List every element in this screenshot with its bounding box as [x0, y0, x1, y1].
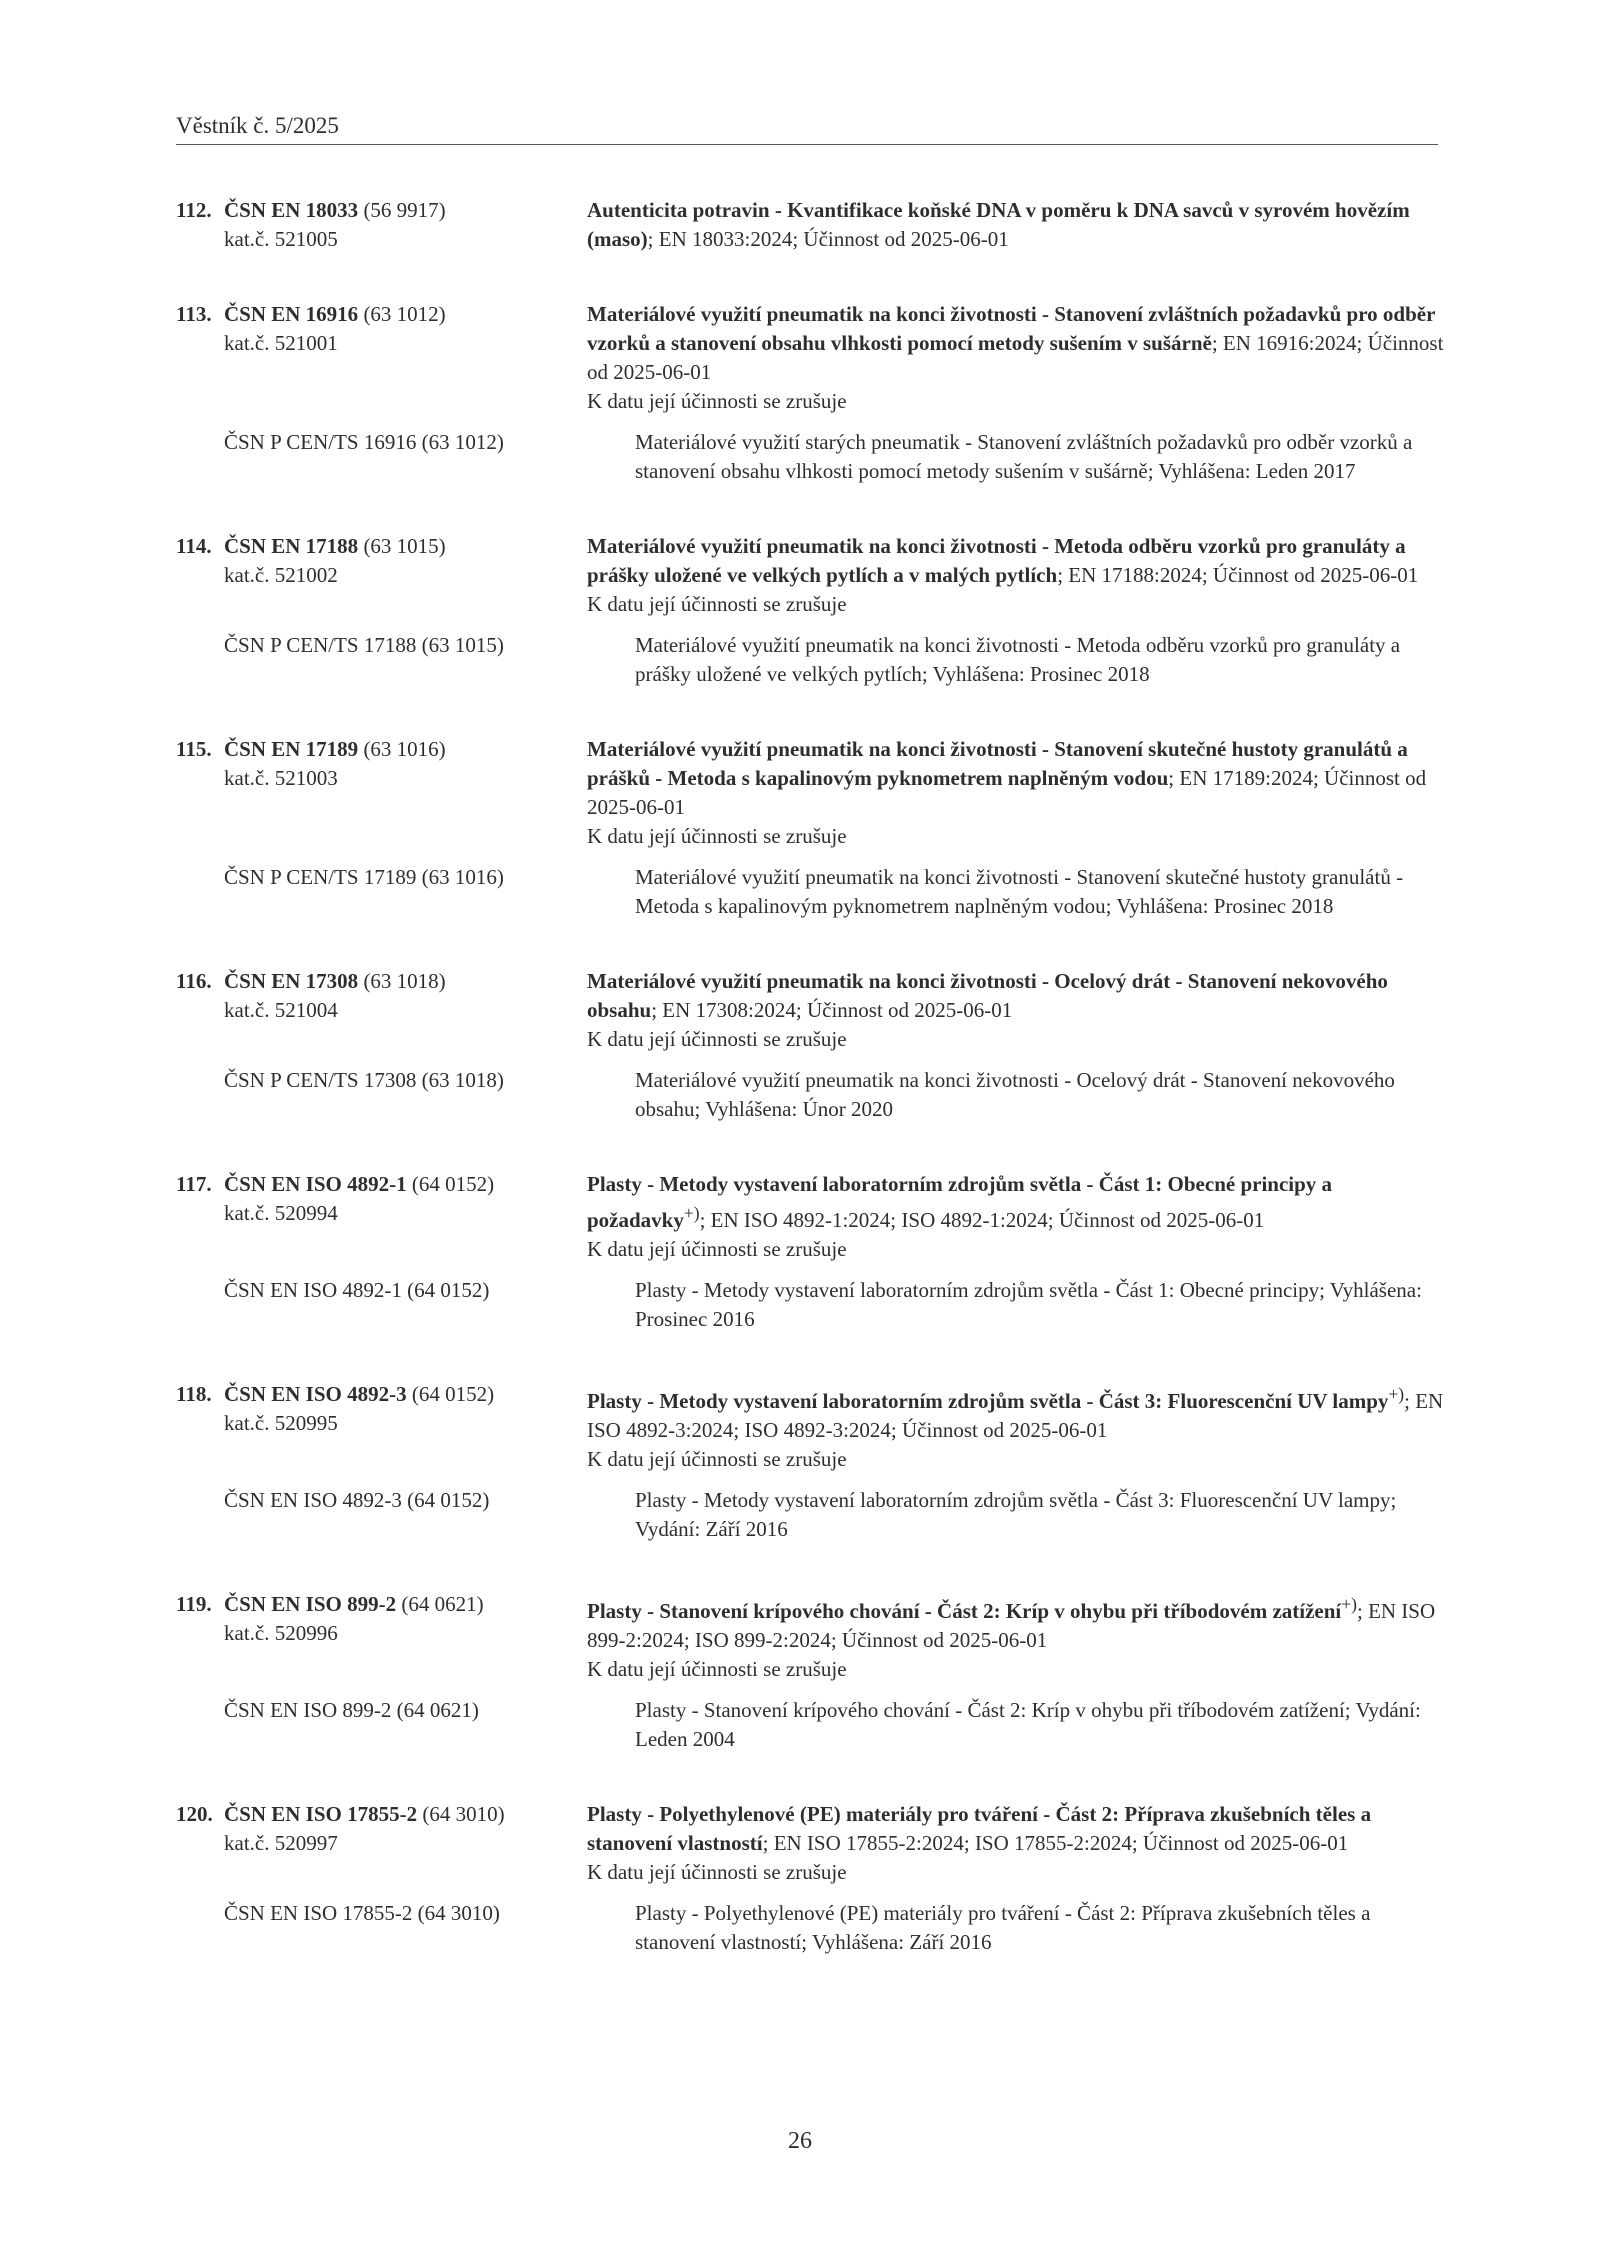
standard-title: Materiálové využití pneumatik na konci životnosti - Stanovení skutečné hustoty granulátů a prášků - Metoda s kapalinovým pyknometrem naplněným vodou — [587, 737, 1408, 790]
replaced-standard-code: ČSN P CEN/TS 17189 (63 1016) — [224, 865, 504, 889]
replaced-standard-row — [176, 1486, 1446, 1544]
entry-number: 120. — [176, 1802, 213, 1826]
replaced-standard-code: ČSN P CEN/TS 16916 (63 1012) — [224, 430, 504, 454]
entry-number: 118. — [176, 1382, 212, 1406]
entry-number: 115. — [176, 737, 212, 761]
standard-code: ČSN EN 16916 — [224, 302, 359, 326]
standard-title: Plasty - Stanovení krípového chování - Část 2: Kríp v ohybu při tříbodovém zatížení — [587, 1599, 1342, 1623]
standard-detail: ; EN 17308:2024; Účinnost od 2025-06-01 — [651, 998, 1013, 1022]
standard-entry — [176, 196, 1446, 254]
standard-detail: ; EN 17189:2024; Účinnost od 2025-06-01 — [587, 766, 1427, 819]
replaced-standard-code: ČSN EN ISO 4892-1 (64 0152) — [224, 1278, 490, 1302]
catalog-number: kat.č. 520994 — [224, 1201, 338, 1225]
class-number: (64 0152) — [411, 1172, 495, 1196]
standard-entry — [176, 1800, 1446, 1957]
footnote-marker: +) — [683, 1203, 700, 1223]
catalog-number: kat.č. 521002 — [224, 563, 338, 587]
standard-code: ČSN EN ISO 899-2 — [224, 1592, 397, 1616]
cancellation-note: K datu její účinnosti se zrušuje — [587, 1860, 847, 1884]
new-standard-row — [176, 1800, 1446, 1887]
replaced-standard-row — [176, 1276, 1446, 1334]
standard-title: Plasty - Metody vystavení laboratorním zdrojům světla - Část 1: Obecné principy a požadavky — [587, 1172, 1333, 1232]
standard-detail: ; EN 18033:2024; Účinnost od 2025-06-01 — [647, 227, 1009, 251]
replaced-standard-code: ČSN P CEN/TS 17308 (63 1018) — [224, 1068, 504, 1092]
class-number: (63 1015) — [363, 534, 446, 558]
catalog-number: kat.č. 521003 — [224, 766, 338, 790]
standard-title: Plasty - Metody vystavení laboratorním zdrojům světla - Část 3: Fluorescenční UV lampy — [587, 1389, 1389, 1413]
standard-title: Materiálové využití pneumatik na konci životnosti - Ocelový drát - Stanovení nekovového obsahu — [587, 969, 1388, 1022]
standard-entry — [176, 1380, 1446, 1544]
standard-identifier — [176, 735, 587, 851]
replaced-standard-text: Plasty - Metody vystavení laboratorním zdrojům světla - Část 1: Obecné principy; Vyhlášena: Prosinec 2016 — [635, 1278, 1422, 1331]
class-number: (63 1012) — [363, 302, 446, 326]
catalog-number: kat.č. 520996 — [224, 1621, 338, 1645]
entry-number: 113. — [176, 302, 212, 326]
cancellation-note: K datu její účinnosti se zrušuje — [587, 592, 847, 616]
standard-description — [587, 1170, 1446, 1264]
standard-description — [587, 196, 1446, 254]
standard-description — [587, 300, 1446, 416]
replaced-standard-text: Plasty - Polyethylenové (PE) materiály pro tváření - Část 2: Příprava zkušebních těles a stanovení vlastností; Vyhlášena: Září 2016 — [635, 1901, 1371, 1954]
replaced-standard-text: Materiálové využití pneumatik na konci životnosti - Metoda odběru vzorků pro granuláty a prášky uložené ve velkých pytlích; Vyhlášena: Prosinec 2018 — [635, 633, 1401, 686]
class-number: (64 0621) — [401, 1592, 484, 1616]
standard-detail: ; EN 16916:2024; Účinnost od 2025-06-01 — [587, 331, 1444, 384]
new-standard-row — [176, 532, 1446, 619]
replaced-standard-row — [176, 863, 1446, 921]
standard-description — [587, 1380, 1446, 1474]
standard-description — [587, 1590, 1446, 1684]
standard-detail: ; EN ISO 899-2:2024; ISO 899-2:2024; Účinnost od 2025-06-01 — [587, 1599, 1436, 1652]
standard-description — [587, 735, 1446, 851]
standard-identifier — [176, 1590, 587, 1684]
standard-code: ČSN EN ISO 4892-1 — [224, 1172, 407, 1196]
class-number: (63 1018) — [363, 969, 446, 993]
footnote-marker: +) — [1341, 1594, 1357, 1614]
entry-number: 119. — [176, 1592, 212, 1616]
replaced-standard-row — [176, 631, 1446, 689]
standard-identifier — [176, 1800, 587, 1887]
standard-entry — [176, 735, 1446, 921]
standard-title: Materiálové využití pneumatik na konci životnosti - Stanovení zvláštních požadavků pro odběr vzorků a stanovení obsahu vlhkosti pomocí metody sušením v sušárně — [587, 302, 1436, 355]
standard-identifier — [176, 196, 587, 254]
cancellation-note: K datu její účinnosti se zrušuje — [587, 1027, 847, 1051]
standard-code: ČSN EN 17188 — [224, 534, 359, 558]
new-standard-row — [176, 967, 1446, 1054]
cancellation-note: K datu její účinnosti se zrušuje — [587, 1657, 847, 1681]
new-standard-row — [176, 735, 1446, 851]
cancellation-note: K datu její účinnosti se zrušuje — [587, 1237, 847, 1261]
standard-detail: ; EN ISO 4892-1:2024; ISO 4892-1:2024; Účinnost od 2025-06-01 — [699, 1208, 1265, 1232]
standard-description — [587, 1800, 1446, 1887]
replaced-standard-row — [176, 1696, 1446, 1754]
cancellation-note: K datu její účinnosti se zrušuje — [587, 824, 847, 848]
new-standard-row — [176, 300, 1446, 416]
replaced-standard-code: ČSN EN ISO 17855-2 (64 3010) — [224, 1901, 500, 1925]
standard-identifier — [176, 1380, 587, 1474]
standard-code: ČSN EN ISO 4892-3 — [224, 1382, 407, 1406]
standard-code: ČSN EN 17308 — [224, 969, 359, 993]
entry-number: 112. — [176, 198, 212, 222]
page-number: 26 — [788, 2128, 812, 2154]
replaced-standard-text: Plasty - Metody vystavení laboratorním zdrojům světla - Část 3: Fluorescenční UV lampy; Vydání: Září 2016 — [635, 1488, 1397, 1541]
replaced-standard-code: ČSN EN ISO 899-2 (64 0621) — [224, 1698, 479, 1722]
standard-identifier — [176, 1170, 587, 1264]
standard-title: Materiálové využití pneumatik na konci životnosti - Metoda odběru vzorků pro granuláty a prášky uložené ve velkých pytlích a v malých pytlích — [587, 534, 1406, 587]
entry-number: 116. — [176, 969, 212, 993]
standard-entry — [176, 1590, 1446, 1754]
standard-description — [587, 532, 1446, 619]
standard-code: ČSN EN 18033 — [224, 198, 359, 222]
class-number: (63 1016) — [363, 737, 446, 761]
footnote-marker: +) — [1388, 1384, 1405, 1404]
entry-number: 117. — [176, 1172, 212, 1196]
standard-code: ČSN EN ISO 17855-2 — [224, 1802, 418, 1826]
replaced-standard-text: Materiálové využití pneumatik na konci životnosti - Ocelový drát - Stanovení nekovového obsahu; Vyhlášena: Únor 2020 — [635, 1068, 1395, 1121]
catalog-number: kat.č. 521001 — [224, 331, 338, 355]
catalog-number: kat.č. 521005 — [224, 227, 338, 251]
standard-title: Autenticita potravin - Kvantifikace koňské DNA v poměru k DNA savců v syrovém hovězím (maso) — [587, 198, 1410, 251]
new-standard-row — [176, 196, 1446, 254]
standard-title: Plasty - Polyethylenové (PE) materiály pro tváření - Část 2: Příprava zkušebních těles a stanovení vlastností — [587, 1802, 1372, 1855]
cancellation-note: K datu její účinnosti se zrušuje — [587, 389, 847, 413]
standard-identifier — [176, 967, 587, 1054]
replaced-standard-row — [176, 428, 1446, 486]
standard-identifier — [176, 532, 587, 619]
entry-number: 114. — [176, 534, 212, 558]
new-standard-row — [176, 1170, 1446, 1264]
new-standard-row — [176, 1380, 1446, 1474]
standard-entry — [176, 300, 1446, 486]
class-number: (64 0152) — [411, 1382, 495, 1406]
replaced-standard-text: Materiálové využití pneumatik na konci životnosti - Stanovení skutečné hustoty granulátů - Metoda s kapalinovým pyknometrem naplněným vodou; Vyhlášena: Prosinec 2018 — [635, 865, 1404, 918]
standard-code: ČSN EN 17189 — [224, 737, 359, 761]
replaced-standard-row — [176, 1066, 1446, 1124]
standard-entry — [176, 967, 1446, 1124]
page-header: Věstník č. 5/2025 — [176, 112, 1438, 145]
standards-list — [176, 196, 1446, 2003]
standard-identifier — [176, 300, 587, 416]
standard-description — [587, 967, 1446, 1054]
replaced-standard-code: ČSN P CEN/TS 17188 (63 1015) — [224, 633, 504, 657]
cancellation-note: K datu její účinnosti se zrušuje — [587, 1447, 847, 1471]
catalog-number: kat.č. 520997 — [224, 1831, 338, 1855]
replaced-standard-text: Materiálové využití starých pneumatik - Stanovení zvláštních požadavků pro odběr vzorků a stanovení obsahu vlhkosti pomocí metody sušením v sušárně; Vyhlášena: Leden 2017 — [635, 430, 1413, 483]
replaced-standard-row — [176, 1899, 1446, 1957]
replaced-standard-text: Plasty - Stanovení krípového chování - Část 2: Kríp v ohybu při tříbodovém zatížení; Vydání: Leden 2004 — [635, 1698, 1421, 1751]
class-number: (64 3010) — [422, 1802, 505, 1826]
catalog-number: kat.č. 520995 — [224, 1411, 338, 1435]
standard-entry — [176, 1170, 1446, 1334]
standard-detail: ; EN 17188:2024; Účinnost od 2025-06-01 — [1057, 563, 1419, 587]
new-standard-row — [176, 1590, 1446, 1684]
standard-entry — [176, 532, 1446, 689]
standard-detail: ; EN ISO 4892-3:2024; ISO 4892-3:2024; Účinnost od 2025-06-01 — [587, 1389, 1444, 1442]
replaced-standard-code: ČSN EN ISO 4892-3 (64 0152) — [224, 1488, 490, 1512]
catalog-number: kat.č. 521004 — [224, 998, 338, 1022]
class-number: (56 9917) — [363, 198, 446, 222]
standard-detail: ; EN ISO 17855-2:2024; ISO 17855-2:2024; Účinnost od 2025-06-01 — [762, 1831, 1349, 1855]
